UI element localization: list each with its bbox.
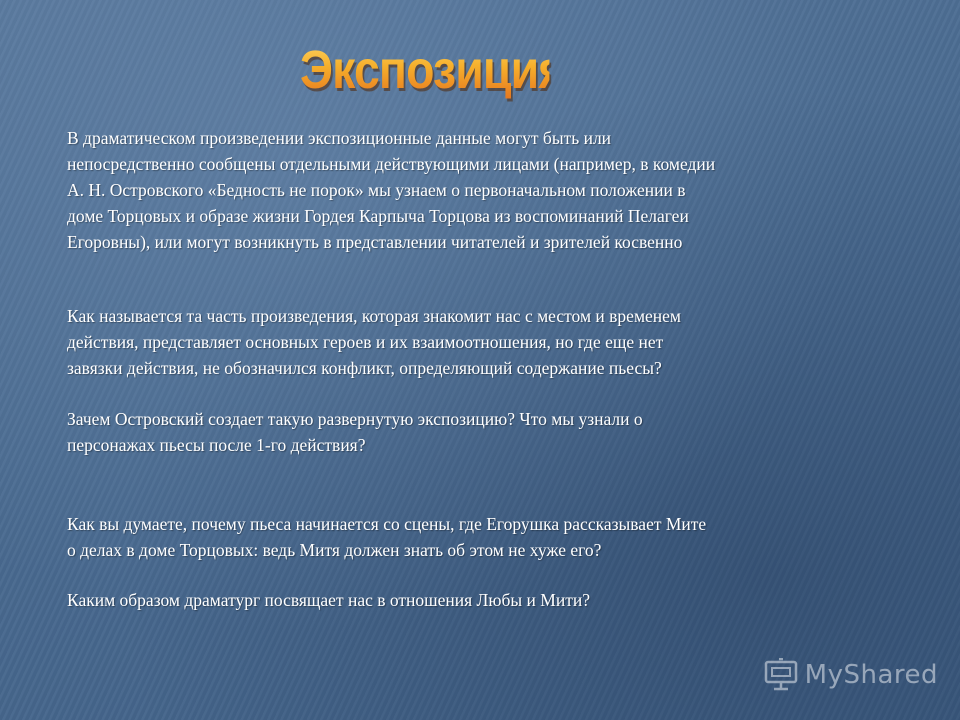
question-2 — [67, 406, 897, 458]
watermark-text: MyShared — [804, 660, 938, 690]
presentation-board-icon — [763, 658, 799, 692]
paragraph-line: Каким образом драматург посвящает нас в отношения Любы и Мити? — [67, 590, 590, 610]
question-3 — [67, 511, 897, 563]
paragraph-line: доме Торцовых и образе жизни Гордея Карпыча Торцова из воспоминаний Пелагеи — [67, 206, 689, 226]
paragraph-exposition-definition — [67, 125, 897, 255]
paragraph-line: Зачем Островский создает такую развернутую экспозицию? Что мы узнали о — [67, 409, 643, 429]
paragraph-line: Как вы думаете, почему пьеса начинается со сцены, где Егорушка рассказывает Мите — [67, 514, 707, 534]
slide-title: Экспозиция — [300, 30, 549, 110]
watermark — [763, 658, 938, 692]
paragraph-line: о делах в доме Торцовых: ведь Митя должен знать об этом не хуже его? — [67, 540, 602, 560]
paragraph-line: персонажах пьесы после 1-го действия? — [67, 435, 366, 455]
paragraph-line: В драматическом произведении экспозиционные данные могут быть или — [67, 128, 612, 148]
paragraph-line: непосредственно сообщены отдельными действующими лицами (например, в комедии — [67, 154, 716, 174]
paragraph-line: Егоровны), или могут возникнуть в представлении читателей и зрителей косвенно — [67, 232, 683, 252]
paragraph-line: А. Н. Островского «Бедность не порок» мы узнаем о первоначальном положении в — [67, 180, 686, 200]
paragraph-line: действия, представляет основных героев и их взаимоотношения, но где еще нет — [67, 332, 664, 352]
paragraph-line: завязки действия, не обозначился конфликт, определяющий содержание пьесы? — [67, 358, 662, 378]
question-1 — [67, 303, 897, 381]
paragraph-line: Как называется та часть произведения, которая знакомит нас с местом и временем — [67, 306, 681, 326]
question-4 — [67, 587, 897, 613]
